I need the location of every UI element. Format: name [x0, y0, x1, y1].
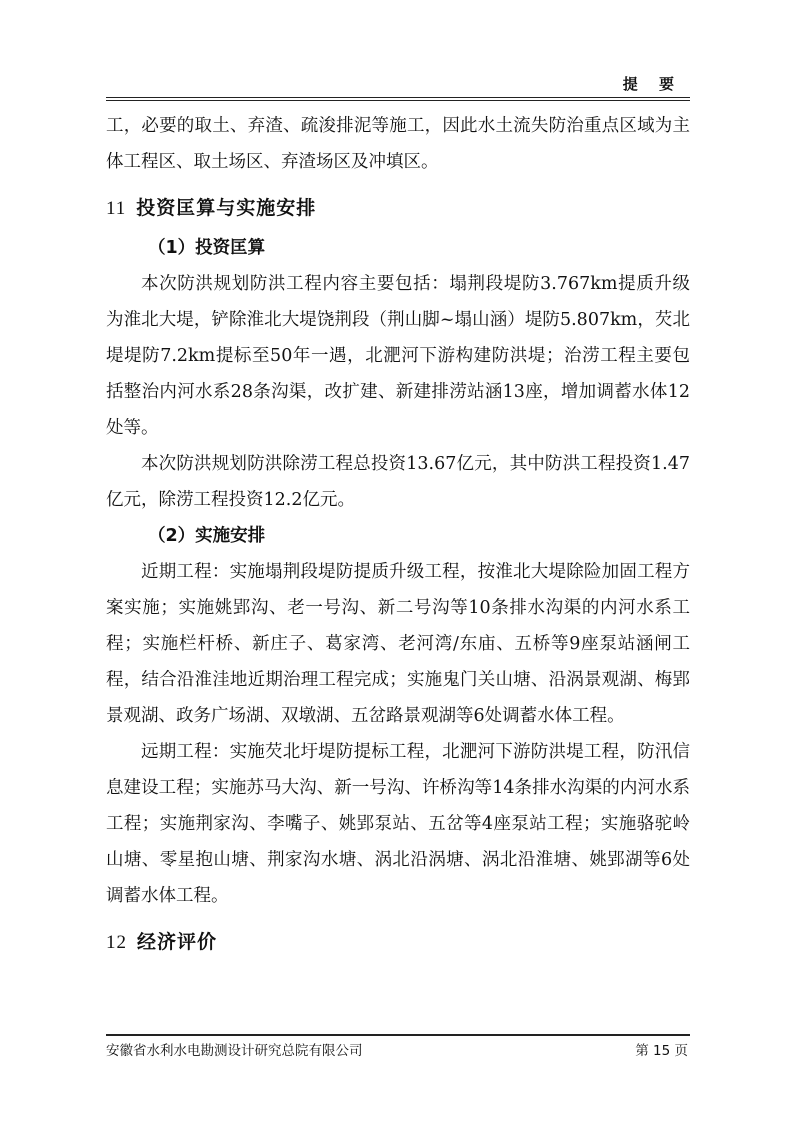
section-12-number: 12: [106, 932, 127, 953]
running-header: 提 要: [622, 75, 682, 93]
paragraph: 近期工程：实施塌荆段堤防提质升级工程，按淮北大堤除险加固工程方案实施；实施姚郢沟、老一号沟、新二号沟等10条排水沟渠的内河水系工程；实施栏杆桥、新庄子、葛家湾、老河湾/东庙、五桥等9座泵站涵闸工程，结合沿淮洼地近期治理工程完成；实施鬼门关山塘、沿涡景观湖、梅郢景观湖、政务广场湖、双墩湖、五岔路景观湖等6处调蓄水体工程。: [106, 562, 690, 726]
subsection-1-heading: （1）投资匡算: [148, 238, 266, 258]
intro-paragraph: 工，必要的取土、弃渣、疏浚排泥等施工，因此水土流失防治重点区域为主体工程区、取土场区、弃渣场区及冲填区。: [106, 116, 690, 172]
section-11-title: 投资匡算与实施安排: [136, 197, 317, 219]
paragraph: 本次防洪规划防洪工程内容主要包括：塌荆段堤防3.767km提质升级为淮北大堤，铲除淮北大堤饶荆段（荆山脚~塌山涵）堤防5.807km，芡北堤堤防7.2km提标至50年一遇，北淝河下游构建防洪堤；治涝工程主要包括整治内河水系28条沟渠，改扩建、新建排涝站涵13座，增加调蓄水体12处等。: [106, 274, 690, 438]
paragraph: 本次防洪规划防洪除涝工程总投资13.67亿元，其中防洪工程投资1.47亿元，除涝工程投资12.2亿元。: [106, 454, 690, 510]
section-11-heading: [106, 186, 690, 230]
paragraph: 远期工程：实施芡北圩堤防提标工程，北淝河下游防洪堤工程，防汛信息建设工程；实施苏马大沟、新一号沟、许桥沟等14条排水沟渠的内河水系工程；实施荆家沟、李嘴子、姚郢泵站、五岔等4座泵站工程；实施骆驼岭山塘、零星抱山塘、荆家沟水塘、涡北沿涡塘、涡北沿淮塘、姚郢湖等6处调蓄水体工程。: [106, 742, 690, 906]
page-body: [106, 108, 690, 964]
footer-organization: 安徽省水利水电勘测设计研究总院有限公司: [106, 1043, 363, 1059]
section-12-title: 经济评价: [137, 931, 218, 953]
header-rule: [106, 97, 690, 101]
footer-page-number: 第 15 页: [635, 1043, 688, 1059]
section-11-number: 11: [106, 198, 127, 219]
footer-rule: [106, 1034, 690, 1036]
section-12-heading: [106, 920, 690, 964]
subsection-2-heading: （2）实施安排: [148, 526, 266, 546]
